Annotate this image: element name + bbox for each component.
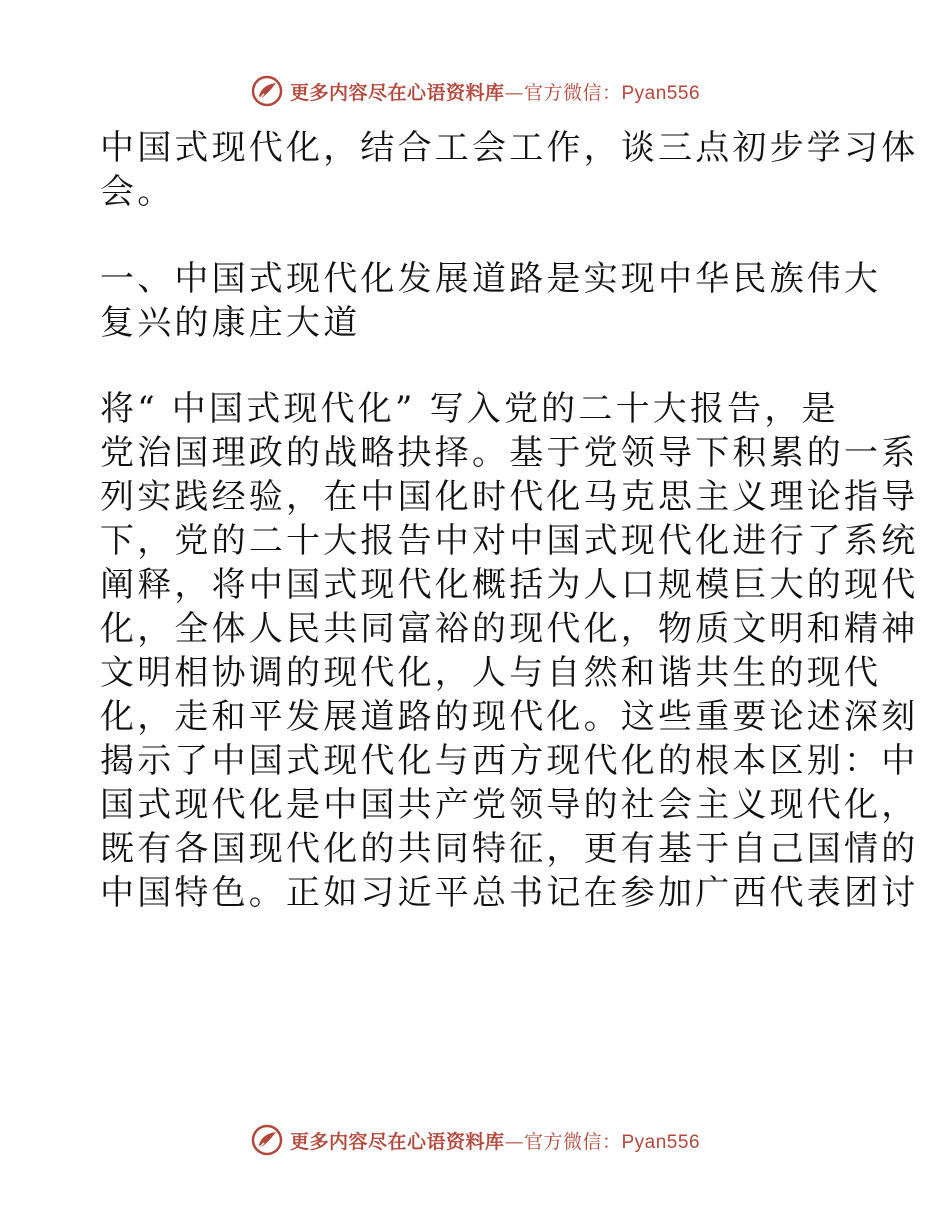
text-line: 党治国理政的战略抉择。基于党领导下积累的一系 (100, 433, 919, 473)
footer-watermark (0, 1120, 950, 1160)
text-line: 阐释，将中国式现代化概括为人口规模巨大的现代 (100, 565, 919, 605)
text-line: 国式现代化是中国共产党领导的社会主义现代化， (100, 785, 919, 825)
header-watermark (0, 71, 950, 111)
watermark-separator: — (504, 81, 524, 104)
section-heading (100, 257, 882, 345)
paragraph-spacer (100, 214, 860, 257)
text-line: 化，全体人民共同富裕的现代化，物质文明和精神 (100, 609, 919, 649)
text-line: 文明相协调的现代化，人与自然和谐共生的现代 (100, 653, 882, 693)
brand-logo-icon (250, 74, 284, 108)
watermark-wechat-label: 官方微信： (523, 81, 622, 104)
watermark-wechat-id: Pyan556 (621, 1131, 701, 1153)
text-line: 下，党的二十大报告中对中国式现代化进行了系统 (100, 521, 919, 561)
text-line: 会。 (100, 172, 175, 212)
document-body (100, 126, 919, 915)
paragraph-body (100, 387, 919, 915)
text-line: 中国特色。正如习近平总书记在参加广西代表团讨 (100, 873, 919, 913)
brand-logo-icon (250, 1123, 284, 1157)
heading-line: 复兴的康庄大道 (100, 303, 361, 343)
paragraph-spacer (100, 345, 860, 387)
watermark-brand: 更多内容尽在心语资料库 (289, 81, 505, 104)
text-line: 既有各国现代化的共同特征，更有基于自己国情的 (100, 829, 919, 869)
watermark-text (290, 78, 700, 105)
watermark-brand: 更多内容尽在心语资料库 (289, 1130, 505, 1153)
text-line: 中国式现代化，结合工会工作，谈三点初步学习体 (100, 128, 919, 168)
watermark-text (290, 1127, 700, 1154)
paragraph-intro (100, 126, 919, 214)
text-line: 化，走和平发展道路的现代化。这些重要论述深刻 (100, 697, 919, 737)
heading-line: 一、中国式现代化发展道路是实现中华民族伟大 (100, 259, 882, 299)
watermark-wechat-id: Pyan556 (621, 82, 701, 104)
text-line: 将“ 中国式现代化” 写入党的二十大报告，是 (100, 389, 839, 429)
watermark-wechat-label: 官方微信： (523, 1130, 622, 1153)
text-line: 列实践经验，在中国化时代化马克思主义理论指导 (100, 477, 919, 517)
text-line: 揭示了中国式现代化与西方现代化的根本区别：中 (100, 741, 919, 781)
watermark-separator: — (504, 1130, 524, 1153)
